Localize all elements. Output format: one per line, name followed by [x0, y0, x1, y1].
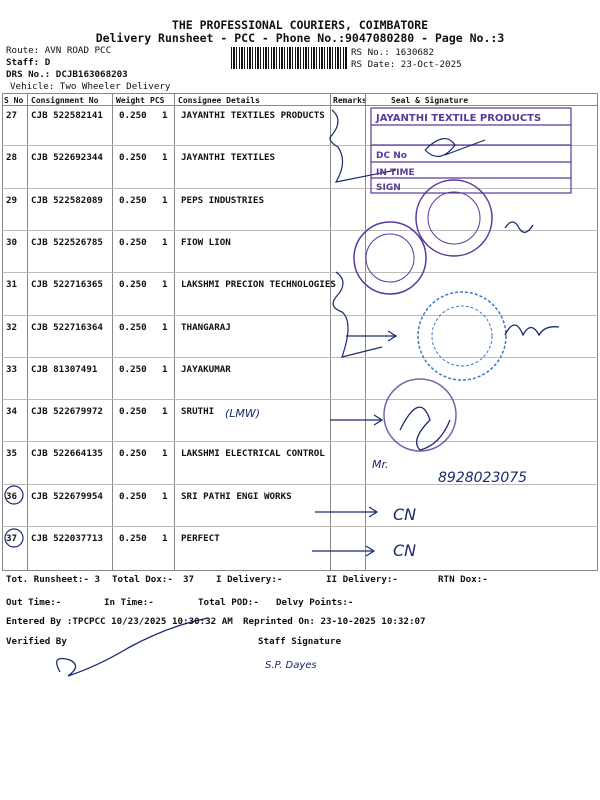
- handwritten-cn-1: CN: [393, 505, 417, 524]
- reprinted-on: Reprinted On: 23-10-2025 10:32:07: [243, 616, 426, 627]
- row-sno: 29: [6, 194, 18, 206]
- row-pcs: 1: [162, 110, 168, 121]
- delvy-points: Delvy Points:-: [276, 597, 354, 608]
- row-sno: 33: [6, 363, 18, 375]
- row-consignee: SRI PATHI ENGI WORKS: [181, 490, 292, 502]
- row-pcs: 1: [162, 321, 168, 333]
- row-consignment: CJB 522716365: [31, 279, 103, 291]
- row-sno: 36: [6, 490, 18, 502]
- row-weight: 0.250: [119, 194, 147, 206]
- arrow-icon: [346, 331, 396, 341]
- stamp-dc: DC No: [376, 151, 407, 161]
- company-title: THE PROFESSIONAL COURIERS, COIMBATORE: [171, 18, 429, 32]
- arrow-icon: [330, 415, 382, 425]
- col-seal: Seal & Signature: [391, 96, 469, 105]
- row-consignment: CJB 522037713: [31, 533, 103, 544]
- tot-runsheet: Tot. Runsheet:- 3: [6, 574, 101, 585]
- col-sno: S No: [4, 96, 24, 105]
- col-pcs: PCS: [150, 96, 165, 105]
- stamp-title: JAYANTHI TEXTILE PRODUCTS: [376, 113, 542, 124]
- row-pcs: 1: [162, 194, 168, 206]
- row-consignment: CJB 522679954: [31, 490, 103, 502]
- arrow-icon: [312, 546, 374, 556]
- round-seal-icon: [416, 180, 492, 256]
- i-delivery: I Delivery:-: [216, 574, 283, 585]
- total-pod: Total POD:-: [198, 597, 259, 608]
- rs-date: RS Date: 23-Oct-2025: [351, 59, 462, 70]
- round-seal-icon: [418, 292, 506, 380]
- handwritten-lmw: (LMW): [225, 407, 261, 420]
- row-pcs: 1: [162, 236, 168, 248]
- row-weight: 0.250: [119, 490, 147, 502]
- row-consignee: LAKSHMI PRECION TECHNOLOGIES: [181, 279, 336, 291]
- handwritten-staff-signature: S.P. Dayes: [265, 660, 317, 671]
- row-weight: 0.250: [119, 533, 147, 544]
- verified-by: Verified By: [6, 636, 67, 647]
- total-dox-label: Total Dox:-: [112, 574, 173, 585]
- row-consignee: PEPS INDUSTRIES: [181, 194, 264, 206]
- row-pcs: 1: [162, 490, 168, 502]
- row-pcs: 1: [162, 279, 168, 291]
- entered-by: Entered By :TPCPCC 10/23/2025 10:30:32 AM: [6, 616, 233, 627]
- row-pcs: 1: [162, 533, 168, 544]
- row-consignee: THANGARAJ: [181, 321, 231, 333]
- rtn-dox: RTN Dox:-: [438, 574, 488, 585]
- row-sno: 27: [6, 110, 18, 121]
- handwritten-mr: Mr.: [372, 458, 389, 471]
- row-consignee: JAYAKUMAR: [181, 363, 231, 375]
- row-consignment: CJB 522664135: [31, 448, 103, 460]
- row-sno: 35: [6, 448, 18, 460]
- row-consignee: LAKSHMI ELECTRICAL CONTROL: [181, 448, 325, 460]
- row-sno: 34: [6, 406, 18, 418]
- row-consignment: CJB 81307491: [31, 363, 98, 375]
- round-seal-icon: [354, 222, 426, 294]
- row-consignee: PERFECT: [181, 533, 220, 544]
- row-sno: 32: [6, 321, 18, 333]
- row-weight: 0.250: [119, 321, 147, 333]
- rs-number: RS No.: 1630682: [351, 47, 434, 58]
- row-pcs: 1: [162, 363, 168, 375]
- row-consignment: CJB 522679972: [31, 406, 103, 418]
- row-consignment: CJB 522692344: [31, 152, 103, 164]
- staff-signature-label: Staff Signature: [258, 636, 341, 647]
- row-weight: 0.250: [119, 363, 147, 375]
- row-weight: 0.250: [119, 448, 147, 460]
- vehicle-label: Vehicle: Two Wheeler Delivery: [10, 81, 171, 92]
- round-seal-icon: [384, 379, 456, 451]
- handwritten-phone: 8928023075: [438, 470, 528, 486]
- ii-delivery: II Delivery:-: [326, 574, 398, 585]
- row-sno: 37: [6, 533, 18, 544]
- row-weight: 0.250: [119, 110, 147, 121]
- col-weight: Weight: [116, 96, 145, 105]
- drs-number: DRS No.: DCJB163068203: [6, 69, 128, 80]
- row-sno: 28: [6, 152, 18, 164]
- row-pcs: 1: [162, 448, 168, 460]
- row-weight: 0.250: [119, 236, 147, 248]
- row-sno: 30: [6, 236, 18, 248]
- arrow-icon: [315, 507, 377, 517]
- row-consignee: JAYANTHI TEXTILES: [181, 152, 276, 164]
- col-consignee: Consignee Details: [178, 96, 260, 105]
- row-consignment: CJB 522526785: [31, 236, 103, 248]
- row-consignee: SRUTHI: [181, 406, 215, 418]
- staff-label: Staff: D: [6, 57, 51, 68]
- handwritten-cn-2: CN: [393, 541, 417, 560]
- row-pcs: 1: [162, 152, 168, 164]
- row-weight: 0.250: [119, 279, 147, 291]
- row-weight: 0.250: [119, 406, 147, 418]
- circle-mark-icon: [5, 529, 23, 547]
- total-dox-value: 37: [183, 574, 195, 585]
- row-pcs: 1: [162, 406, 168, 418]
- route-label: Route: AVN ROAD PCC: [6, 45, 112, 56]
- runsheet-title: Delivery Runsheet - PCC - Phone No.:9047080280 - Page No.:3: [95, 31, 505, 45]
- row-consignment: CJB 522582089: [31, 194, 103, 206]
- out-time: Out Time:-: [6, 597, 62, 608]
- row-consignment: CJB 522716364: [31, 321, 103, 333]
- row-consignee: JAYANTHI TEXTILES PRODUCTS: [181, 110, 325, 121]
- signature-icon: [505, 222, 533, 232]
- bracket-arrow-icon: [333, 272, 382, 357]
- in-time: In Time:-: [104, 597, 154, 608]
- stamp-intime: IN TIME: [376, 168, 415, 178]
- row-sno: 31: [6, 279, 18, 291]
- row-consignment: CJB 522582141: [31, 110, 103, 121]
- col-consignment: Consignment No: [31, 96, 99, 105]
- stamp-sign: SIGN: [376, 183, 401, 193]
- row-consignee: FIOW LION: [181, 236, 231, 248]
- col-remarks: Remarks: [333, 96, 367, 105]
- circle-mark-icon: [5, 486, 23, 504]
- row-weight: 0.250: [119, 152, 147, 164]
- signature-icon: [425, 139, 485, 157]
- signature-icon: [505, 325, 559, 335]
